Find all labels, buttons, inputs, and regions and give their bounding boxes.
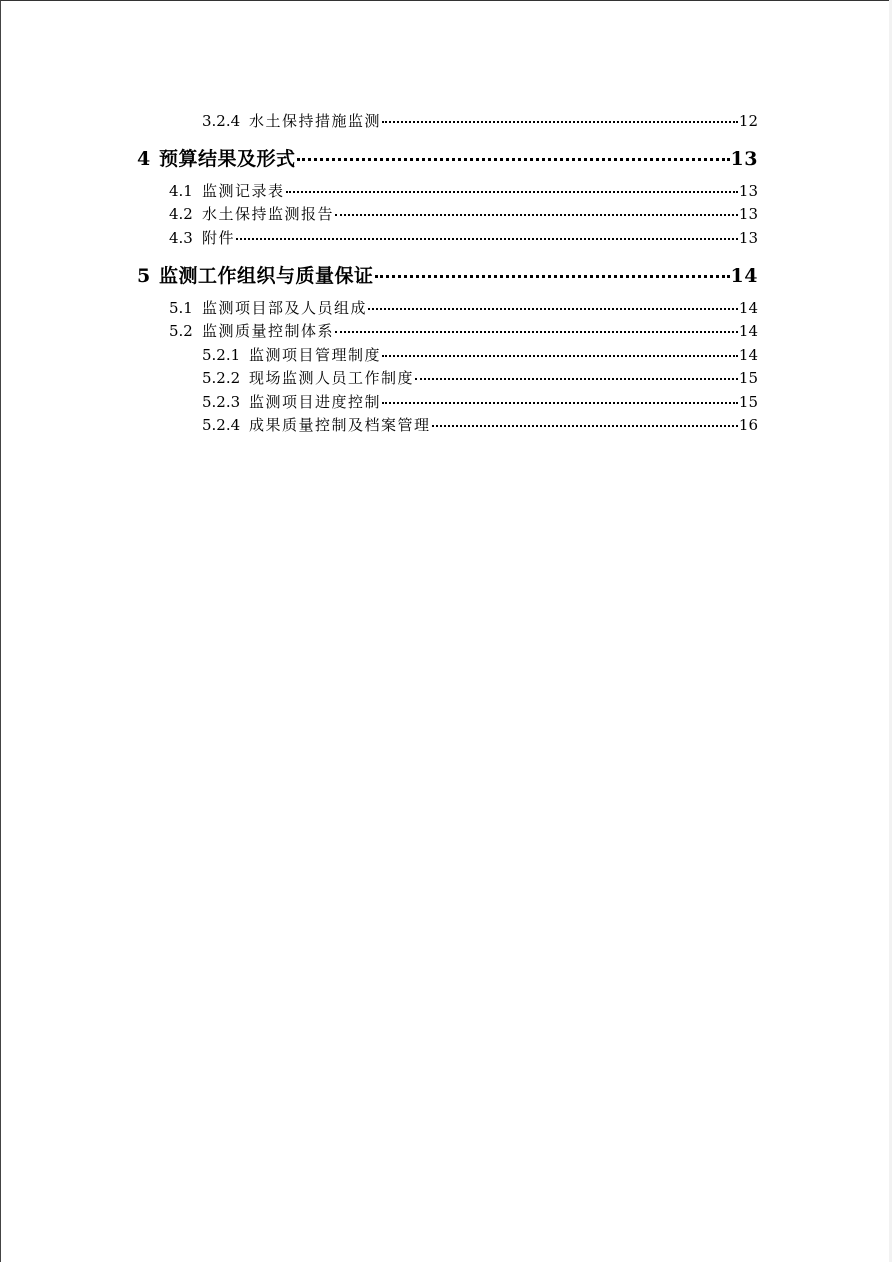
toc-entry-4-3[interactable] bbox=[169, 227, 758, 248]
dot-leader bbox=[368, 308, 738, 310]
dot-leader bbox=[382, 355, 738, 357]
dot-leader bbox=[382, 121, 738, 123]
toc-entry-4-1[interactable] bbox=[169, 180, 758, 201]
toc-entry-4[interactable] bbox=[137, 144, 758, 171]
toc-page-number: 13 bbox=[738, 205, 758, 223]
dot-leader bbox=[297, 158, 730, 161]
toc-page-number: 12 bbox=[738, 112, 758, 130]
toc-number: 4.2 bbox=[169, 205, 193, 223]
toc-page-number: 13 bbox=[730, 148, 758, 170]
dot-leader bbox=[335, 331, 738, 333]
toc-page-number: 15 bbox=[738, 369, 758, 387]
toc-entry-5-2-3[interactable] bbox=[202, 391, 758, 412]
toc-page-number: 16 bbox=[738, 416, 758, 434]
toc-number: 3.2.4 bbox=[202, 112, 241, 130]
toc-page-number: 14 bbox=[738, 346, 758, 364]
toc-title: 监测项目进度控制 bbox=[249, 393, 382, 411]
toc-number: 5.2.3 bbox=[202, 393, 241, 411]
toc-title: 现场监测人员工作制度 bbox=[249, 369, 415, 387]
toc-entry-5-2-1[interactable] bbox=[202, 344, 758, 365]
toc-page-number: 14 bbox=[730, 265, 758, 287]
toc-page-number: 14 bbox=[738, 322, 758, 340]
toc-number: 5 bbox=[137, 265, 151, 287]
toc-number: 5.2.4 bbox=[202, 416, 241, 434]
toc-page-number: 13 bbox=[738, 182, 758, 200]
toc-entry-4-2[interactable] bbox=[169, 203, 758, 224]
dot-leader bbox=[286, 191, 738, 193]
toc-title: 附件 bbox=[202, 229, 236, 247]
toc-title: 监测项目管理制度 bbox=[249, 346, 382, 364]
toc-entry-5[interactable] bbox=[137, 261, 758, 288]
toc-number: 4.1 bbox=[169, 182, 193, 200]
toc-title: 成果质量控制及档案管理 bbox=[249, 416, 431, 434]
toc-number: 5.1 bbox=[169, 299, 193, 317]
toc-entry-5-2-4[interactable] bbox=[202, 414, 758, 435]
toc-title: 水土保持监测报告 bbox=[202, 205, 335, 223]
dot-leader bbox=[375, 275, 730, 278]
toc-number: 4.3 bbox=[169, 229, 193, 247]
toc-page-number: 13 bbox=[738, 229, 758, 247]
dot-leader bbox=[236, 238, 738, 240]
toc-entry-5-2[interactable] bbox=[169, 320, 758, 341]
dot-leader bbox=[415, 378, 738, 380]
toc-entry-5-1[interactable] bbox=[169, 297, 758, 318]
dot-leader bbox=[335, 214, 738, 216]
toc-title: 预算结果及形式 bbox=[159, 148, 296, 170]
toc-title: 水土保持措施监测 bbox=[249, 112, 382, 130]
toc-title: 监测项目部及人员组成 bbox=[202, 299, 368, 317]
toc-number: 5.2 bbox=[169, 322, 193, 340]
toc-entry-5-2-2[interactable] bbox=[202, 367, 758, 388]
toc-page-number: 14 bbox=[738, 299, 758, 317]
toc-title: 监测记录表 bbox=[202, 182, 285, 200]
toc-number: 5.2.1 bbox=[202, 346, 241, 364]
toc-title: 监测质量控制体系 bbox=[202, 322, 335, 340]
toc-entry-3-2-4[interactable] bbox=[202, 110, 758, 131]
dot-leader bbox=[432, 425, 738, 427]
toc-page-number: 15 bbox=[738, 393, 758, 411]
toc-number: 5.2.2 bbox=[202, 369, 241, 387]
dot-leader bbox=[382, 402, 738, 404]
toc-title: 监测工作组织与质量保证 bbox=[159, 265, 374, 287]
toc-number: 4 bbox=[137, 148, 151, 170]
